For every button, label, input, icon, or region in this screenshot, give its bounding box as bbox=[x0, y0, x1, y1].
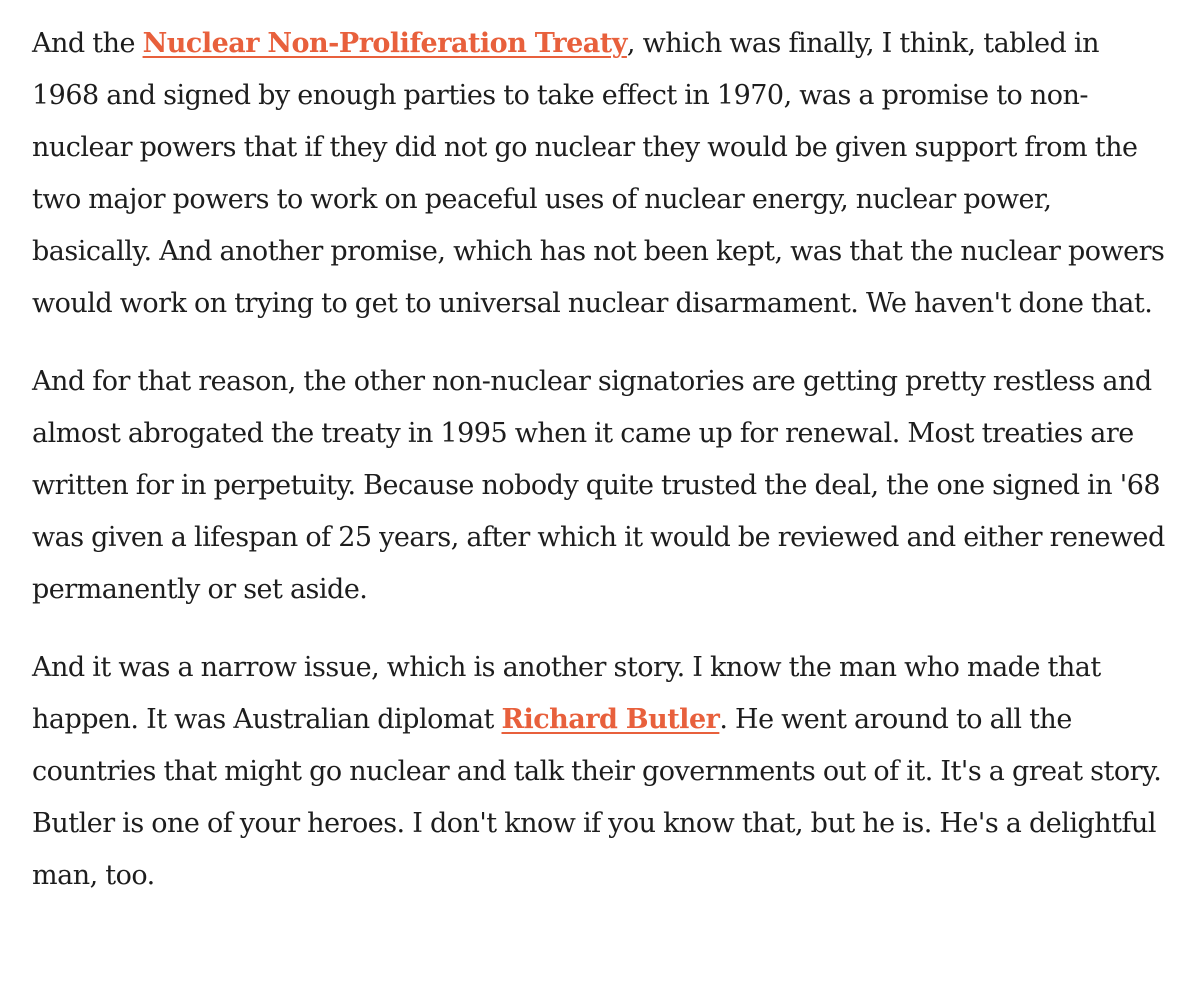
npt-link[interactable]: Nuclear Non-Proliferation Treaty bbox=[142, 28, 627, 59]
paragraph-butler-text-after: . He went around to all the countries that might go nuclear and talk their governments out of it. It's a great story. Butler is one of your heroes. I don't know if you know that, but he is. He's a delightful man, too. bbox=[32, 704, 1162, 891]
paragraph-butler-text-before: And it was a narrow issue, which is another story. I know the man who made that happen. It was Australian diplomat bbox=[32, 652, 1101, 735]
paragraph-npt-text-before: And the bbox=[32, 28, 143, 59]
article-body bbox=[32, 18, 1172, 928]
paragraph-npt-text-after: , which was finally, I think, tabled in 1968 and signed by enough parties to take effect in 1970, was a promise to non-nuclear powers that if they did not go nuclear they would be given support from the two major powers to work on peaceful uses of nuclear energy, nuclear power, basically. And another promise, which has not been kept, was that the nuclear powers would work on trying to get to universal nuclear disarmament. We haven't done that. bbox=[32, 28, 1165, 319]
paragraph-npt bbox=[32, 18, 1172, 330]
richard-butler-link[interactable]: Richard Butler bbox=[501, 704, 720, 735]
paragraph-renewal bbox=[32, 356, 1172, 616]
paragraph-renewal-text: And for that reason, the other non-nuclear signatories are getting pretty restless and almost abrogated the treaty in 1995 when it came up for renewal. Most treaties are written for in perpetuity. Because nobody quite trusted the deal, the one signed in '68 was given a lifespan of 25 years, after which it would be reviewed and either renewed permanently or set aside. bbox=[32, 366, 1165, 605]
paragraph-butler bbox=[32, 642, 1172, 902]
